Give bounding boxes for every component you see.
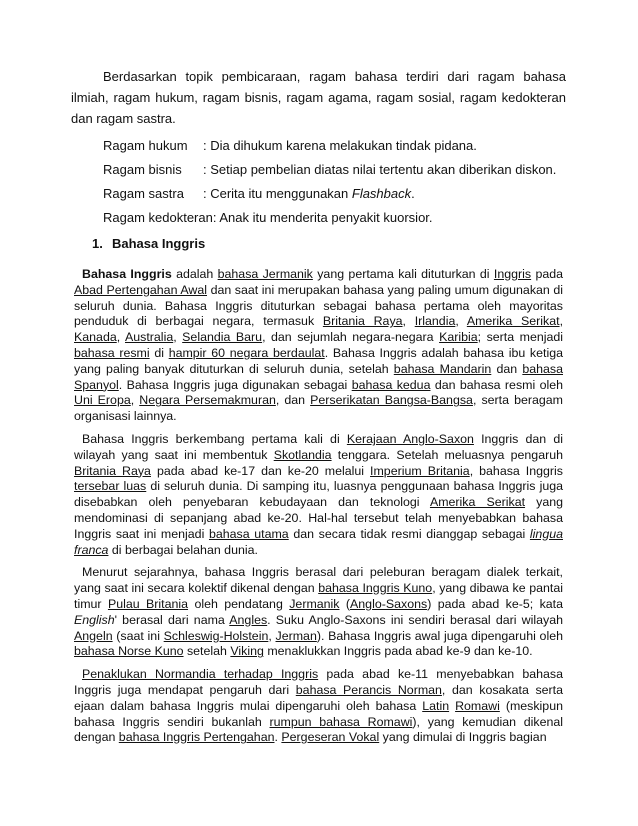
- text-run: ,: [559, 314, 564, 329]
- text-run: pada abad ke-17 dan ke-20 melalui: [150, 463, 371, 478]
- text-run: , dan: [275, 393, 311, 408]
- text-run: Inggris dan di wilayah yang saat ini membentuk: [74, 431, 563, 462]
- wiki-link[interactable]: Jerman: [275, 628, 317, 643]
- text-run: (: [339, 596, 351, 611]
- text-run: , dan kosakata serta ejaan dalam bahasa Inggris mulai dipengaruhi oleh bahasa: [74, 682, 563, 713]
- wiki-link[interactable]: Imperium Britania: [370, 463, 470, 478]
- paragraph: [74, 432, 563, 558]
- wiki-link[interactable]: Amerika Serikat: [429, 495, 526, 510]
- wiki-link[interactable]: Amerika Serikat: [466, 314, 560, 329]
- ragam-key: Ragam kedokteran: [103, 210, 213, 225]
- wiki-link[interactable]: hampir 60 negara berdaulat: [168, 345, 325, 360]
- wiki-link[interactable]: bahasa resmi: [74, 345, 150, 360]
- wiki-link[interactable]: Angles: [229, 612, 268, 627]
- text-run: di seluruh dunia. Di samping itu, luasnya penggunaan bahasa Inggris juga disebabkan oleh penyebaran kebudayaan dan teknologi: [74, 479, 563, 510]
- wiki-link[interactable]: Latin: [422, 698, 450, 713]
- bold-term: Bahasa Inggris: [82, 267, 172, 281]
- ragam-value: : Anak itu menderita penyakit kuorsior.: [212, 210, 433, 225]
- ragam-value-end: .: [411, 186, 415, 201]
- wiki-link[interactable]: Kanada: [74, 330, 117, 345]
- wiki-link[interactable]: Uni Eropa: [74, 393, 131, 408]
- ragam-key: Ragam bisnis: [103, 162, 182, 177]
- ragam-value: : Cerita itu menggunakan: [203, 186, 352, 201]
- wiki-link[interactable]: Pergeseran Vokal: [281, 730, 380, 745]
- wiki-link[interactable]: Inggris: [493, 267, 532, 281]
- article-body: [74, 267, 563, 753]
- wiki-link[interactable]: Viking: [230, 644, 264, 659]
- ragam-key: Ragam sastra: [103, 186, 184, 201]
- text-run: , bahasa Inggris: [469, 463, 563, 478]
- wiki-link[interactable]: lingua franca: [74, 526, 563, 557]
- wiki-link[interactable]: Jermanik: [289, 596, 340, 611]
- text-run: Bahasa Inggris berkembang pertama kali di: [82, 431, 347, 446]
- text-run: setelah: [183, 644, 231, 659]
- text-run: ,: [130, 393, 140, 408]
- text-run: ). Bahasa Inggris awal juga dipengaruhi oleh: [316, 628, 563, 643]
- text-run: ,: [116, 330, 125, 345]
- text-run: dan: [491, 361, 523, 376]
- text-run: di: [149, 345, 169, 360]
- section-title: Bahasa Inggris: [112, 236, 206, 251]
- wiki-link[interactable]: Britania Raya: [322, 314, 403, 329]
- text-run: , dan sejumlah negara-negara: [262, 330, 440, 345]
- text-run: yang mendominasi di sepanjang abad ke-20. Hal-hal tersebut telah menyebabkan bahasa Inggris saat ini menjadi: [74, 495, 564, 541]
- text-run: menaklukkan Inggris pada abad ke-9 dan ke-10.: [263, 644, 533, 659]
- wiki-link[interactable]: Skotlandia: [273, 447, 332, 462]
- wiki-link[interactable]: Kerajaan Anglo-Saxon: [346, 431, 474, 446]
- text-run: ) pada abad ke-5; kata: [427, 596, 563, 611]
- wiki-link[interactable]: Abad Pertengahan Awal: [74, 282, 207, 297]
- text-run: oleh pendatang: [188, 596, 290, 611]
- text-run: ,: [268, 628, 276, 643]
- text-run: ), yang kemudian dikenal dengan: [74, 714, 563, 745]
- text-run: . Bahasa Inggris juga digunakan sebagai: [118, 377, 352, 392]
- wiki-link[interactable]: bahasa Jermanik: [217, 267, 313, 281]
- text-run: ; serta menjadi: [477, 330, 564, 345]
- text-run: , yang dibawa ke pantai timur: [74, 581, 563, 611]
- text-run: . Suku Anglo-Saxons ini sendiri berasal dari wilayah: [267, 612, 563, 627]
- paragraph: [74, 267, 563, 425]
- text-run: dan saat ini merupakan bahasa yang paling umum digunakan di seluruh dunia. Bahasa Inggris dituturkan sebagai bahasa pertama oleh mayoritas penduduk di berbagai negara, termasuk: [74, 282, 564, 329]
- italic-term: English: [74, 612, 115, 627]
- wiki-link[interactable]: Angeln: [74, 628, 113, 643]
- wiki-link[interactable]: Perserikatan Bangsa-Bangsa: [310, 393, 473, 408]
- wiki-link[interactable]: bahasa kedua: [351, 377, 431, 392]
- text-run: dan bahasa resmi oleh: [430, 377, 564, 392]
- wiki-link[interactable]: Karibia: [439, 330, 478, 345]
- ragam-row-bisnis: [103, 158, 556, 182]
- wiki-link[interactable]: Australia: [125, 330, 174, 345]
- wiki-link[interactable]: tersebar luas: [74, 479, 147, 494]
- wiki-link[interactable]: Britania Raya: [74, 463, 151, 478]
- wiki-link[interactable]: Schleswig-Holstein: [163, 628, 269, 643]
- paragraph: [74, 667, 563, 746]
- ragam-value: : Setiap pembelian diatas nilai tertentu akan diberikan diskon.: [203, 162, 557, 177]
- wiki-link[interactable]: bahasa Spanyol: [74, 361, 563, 392]
- text-run: ' berasal dari nama: [114, 612, 230, 627]
- text-run: ,: [455, 314, 467, 329]
- wiki-link[interactable]: bahasa Norse Kuno: [74, 644, 184, 659]
- text-run: , serta beragam organisasi lainnya.: [74, 393, 563, 424]
- text-run: di berbagai belahan dunia.: [108, 542, 258, 557]
- wiki-link[interactable]: Negara Persemakmuran: [139, 393, 276, 408]
- text-run: .: [274, 730, 282, 745]
- text-run: yang pertama kali dituturkan di: [312, 267, 494, 281]
- text-run: dan secara tidak resmi dianggap sebagai: [288, 526, 530, 541]
- text-run: yang dimulai di Inggris bagian: [379, 730, 547, 745]
- paragraph: [74, 565, 563, 660]
- text-run: (saat ini: [112, 628, 164, 643]
- wiki-link[interactable]: Romawi: [455, 698, 500, 713]
- text-run: pada abad ke-11 menyebabkan bahasa Inggris juga mendapat pengaruh dari: [74, 667, 563, 697]
- text-run: Menurut sejarahnya, bahasa Inggris berasal dari peleburan beragam dialek terkait, yang saat ini secara kolektif dikenal dengan: [74, 565, 563, 596]
- wiki-link[interactable]: Selandia Baru: [182, 330, 263, 345]
- section-number: 1.: [92, 236, 103, 251]
- ragam-value-italic: Flashback: [351, 186, 412, 201]
- wiki-link[interactable]: Irlandia: [414, 314, 456, 329]
- ragam-row-sastra: [103, 182, 556, 206]
- wiki-link[interactable]: bahasa Inggris Pertengahan: [118, 730, 275, 745]
- text-run: adalah: [171, 267, 218, 281]
- text-run: (meskipun bahasa Inggris sendiri bukanlah: [74, 698, 563, 729]
- wiki-link[interactable]: Pulau Britania: [107, 596, 189, 611]
- wiki-link[interactable]: bahasa Inggris Kuno: [318, 581, 433, 596]
- section-heading: [92, 234, 205, 254]
- text-run: pada: [531, 267, 564, 281]
- ragam-examples: [103, 134, 556, 230]
- ragam-key: Ragam hukum: [103, 138, 188, 153]
- text-run: . Bahasa Inggris adalah bahasa ibu ketiga yang paling banyak dituturkan di seluruh dunia, setelah: [74, 345, 563, 376]
- wiki-link[interactable]: bahasa Mandarin: [393, 361, 492, 376]
- intro-text: Berdasarkan topik pembicaraan, ragam bahasa terdiri dari ragam bahasa ilmiah, ragam hukum, ragam bisnis, ragam agama, ragam sosial, ragam kedokteran dan ragam sastra.: [71, 69, 566, 126]
- wiki-link[interactable]: bahasa utama: [208, 526, 289, 541]
- text-run: ,: [402, 314, 415, 329]
- ragam-value: : Dia dihukum karena melakukan tindak pidana.: [203, 138, 477, 153]
- ragam-row-hukum: [103, 134, 556, 158]
- ragam-row-kedokteran: [103, 206, 556, 230]
- wiki-link[interactable]: bahasa Perancis Norman: [295, 682, 442, 697]
- wiki-link[interactable]: Anglo-Saxons: [350, 596, 428, 611]
- text-run: ,: [173, 330, 183, 345]
- wiki-link[interactable]: Penaklukan Normandia terhadap Inggris: [82, 667, 319, 682]
- intro-paragraph: [71, 66, 566, 129]
- wiki-link[interactable]: rumpun bahasa Romawi: [269, 714, 413, 729]
- text-run: tenggara. Setelah meluasnya pengaruh: [331, 447, 564, 462]
